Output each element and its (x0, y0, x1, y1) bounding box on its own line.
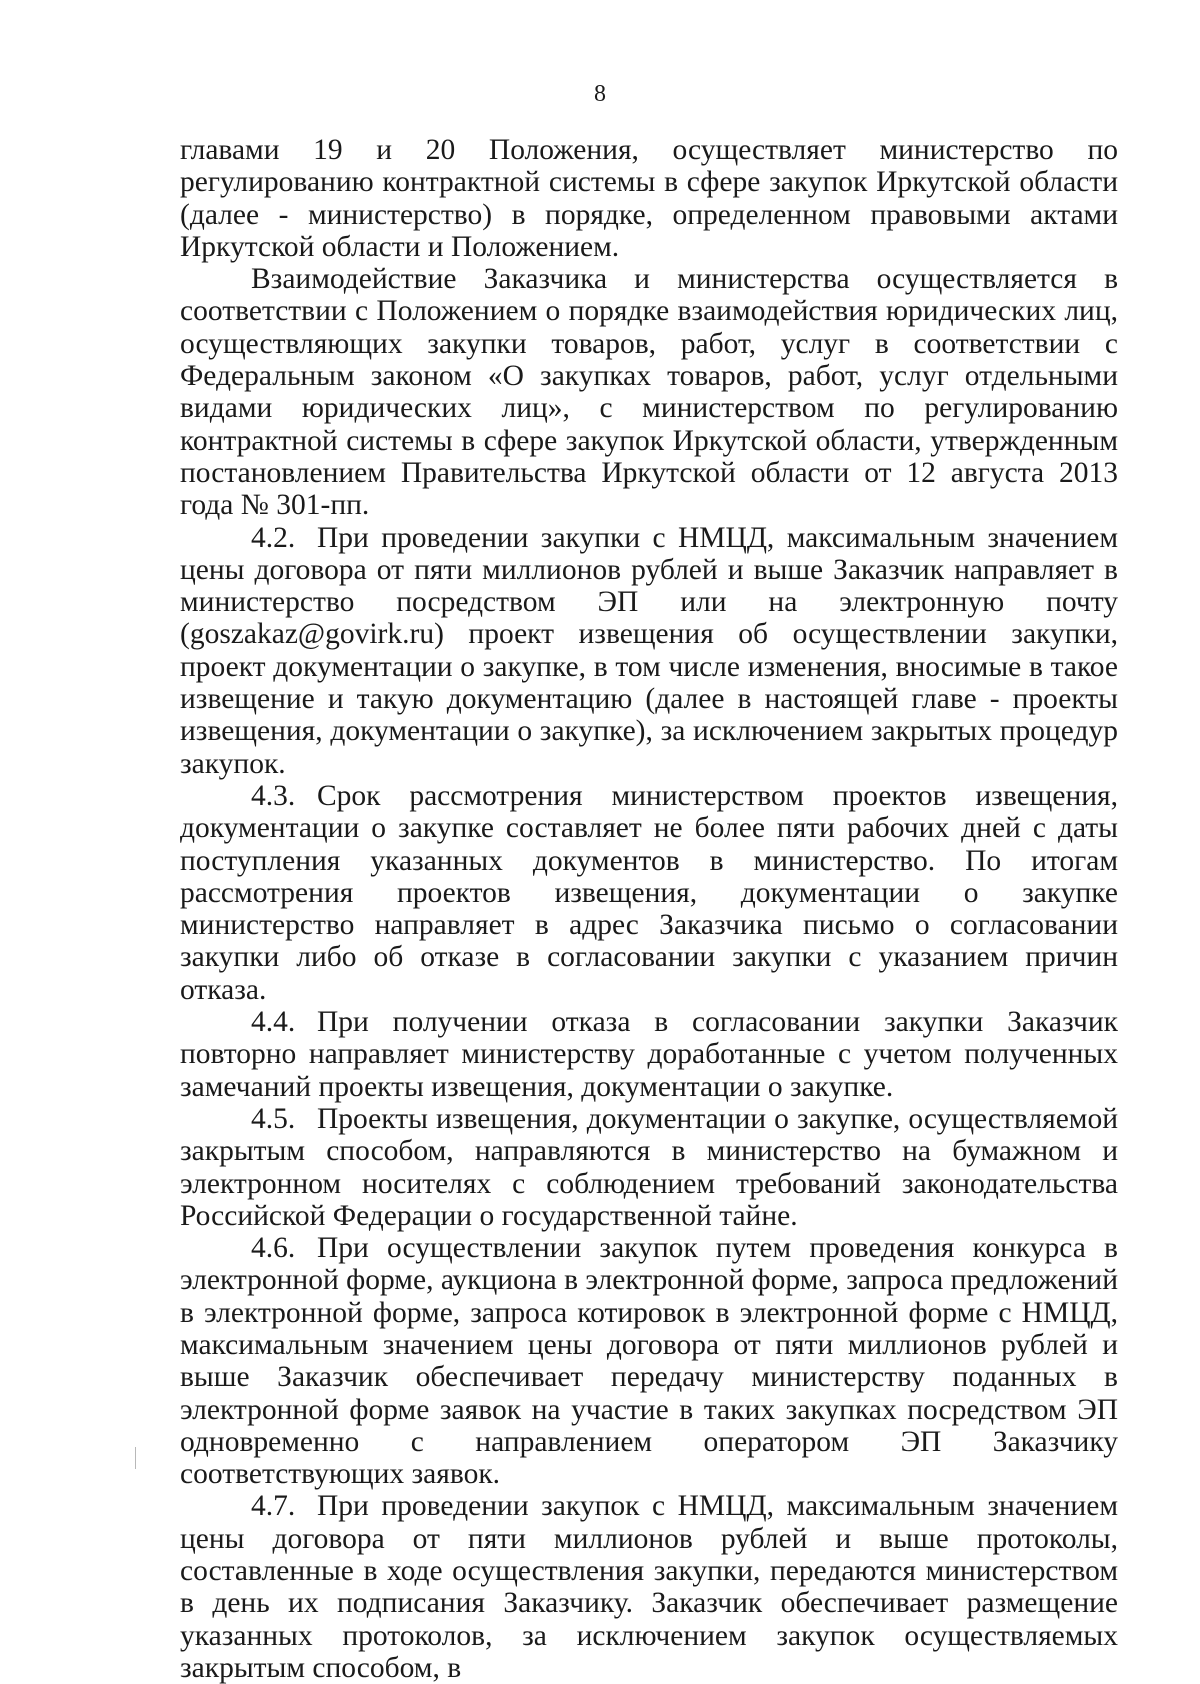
paragraph-text: Срок рассмотрения министерством проектов извещения, документации о закупке составляет не более пяти рабочих дней с даты поступления указанных документов в министерство. По итогам рассмотрения проектов извещения, документации о закупке министерство направляет в адрес Заказчика письмо о согласовании закупки либо об отказе в согласовании закупки с указанием причин отказа. (180, 779, 1118, 1006)
paragraph-number: 4.4. (251, 1006, 296, 1039)
paragraph-text: Взаимодействие Заказчика и министерства осуществляется в соответствии с Положением о порядке взаимодействия юридических лиц, осуществляющих закупки товаров, работ, услуг в соответствии с Федеральным законом «О закупках товаров, работ, услуг отдельными видами юридических лиц», с министерством по регулированию контрактной системы в сфере закупок Иркутской области, утвержденным постановлением Правительства Иркутской области от 12 августа 2013 года № 301-пп. (180, 263, 1118, 522)
paragraph-number: 4.5. (251, 1102, 296, 1135)
paragraph-text: При проведении закупок с НМЦД, максимальным значением цены договора от пяти миллионов рублей и выше протоколы, составленные в ходе осуществления закупки, передаются министерством в день их подписания Заказчику. Заказчик обеспечивает размещение указанных протоколов, за исключением закупок осуществляемых закрытым способом, в (180, 1490, 1118, 1684)
paragraph-interaction (180, 263, 1118, 521)
document-body (180, 134, 1118, 1684)
paragraph-number: 4.6. (251, 1232, 296, 1265)
paragraph-4-2 (180, 522, 1118, 780)
paragraph-number: 4.2. (251, 521, 296, 554)
paragraph-4-3 (180, 780, 1118, 1006)
paragraph-text: Проекты извещения, документации о закупке, осуществляемой закрытым способом, направляются в министерство на бумажном и электронном носителях с соблюдением требований законодательства Российской Федерации о государственной тайне. (180, 1102, 1118, 1232)
paragraph-4-6 (180, 1232, 1118, 1490)
paragraph-4-5 (180, 1103, 1118, 1232)
paragraph-text: При осуществлении закупок путем проведения конкурса в электронной форме, аукциона в электронной форме, запроса предложений в электронной форме, запроса котировок в электронной форме с НМЦД, максимальным значением цены договора от пяти миллионов рублей и выше Заказчик обеспечивает передачу министерству поданных в электронной форме заявок на участие в таких закупках посредством ЭП одновременно с направлением оператором ЭП Заказчику соответствующих заявок. (180, 1232, 1118, 1491)
paragraph-4-7 (180, 1490, 1118, 1684)
paragraph-continuation (180, 134, 1118, 263)
paragraph-text: главами 19 и 20 Положения, осуществляет министерство по регулированию контрактной системы в сфере закупок Иркутской области (далее - министерство) в порядке, определенном правовыми актами Иркутской области и Положением. (180, 134, 1118, 263)
paragraph-text: При получении отказа в согласовании закупки Заказчик повторно направляет министерству доработанные с учетом полученных замечаний проекты извещения, документации о закупке. (180, 1006, 1118, 1103)
paragraph-4-4 (180, 1006, 1118, 1103)
paragraph-text: При проведении закупки с НМЦД, максимальным значением цены договора от пяти миллионов рублей и выше Заказчик направляет в министерство посредством ЭП или на электронную почту (goszakaz@govirk.ru) проект извещения об осуществлении закупки, проект документации о закупке, в том числе изменения, вносимые в такое извещение и такую документацию (далее в настоящей главе - проекты извещения, документации о закупке), за исключением закрытых процедур закупок. (180, 521, 1118, 780)
paragraph-number: 4.3. (251, 779, 296, 812)
page-number: 8 (594, 81, 606, 107)
scan-margin-mark (135, 1447, 136, 1469)
paragraph-number: 4.7. (251, 1490, 296, 1523)
